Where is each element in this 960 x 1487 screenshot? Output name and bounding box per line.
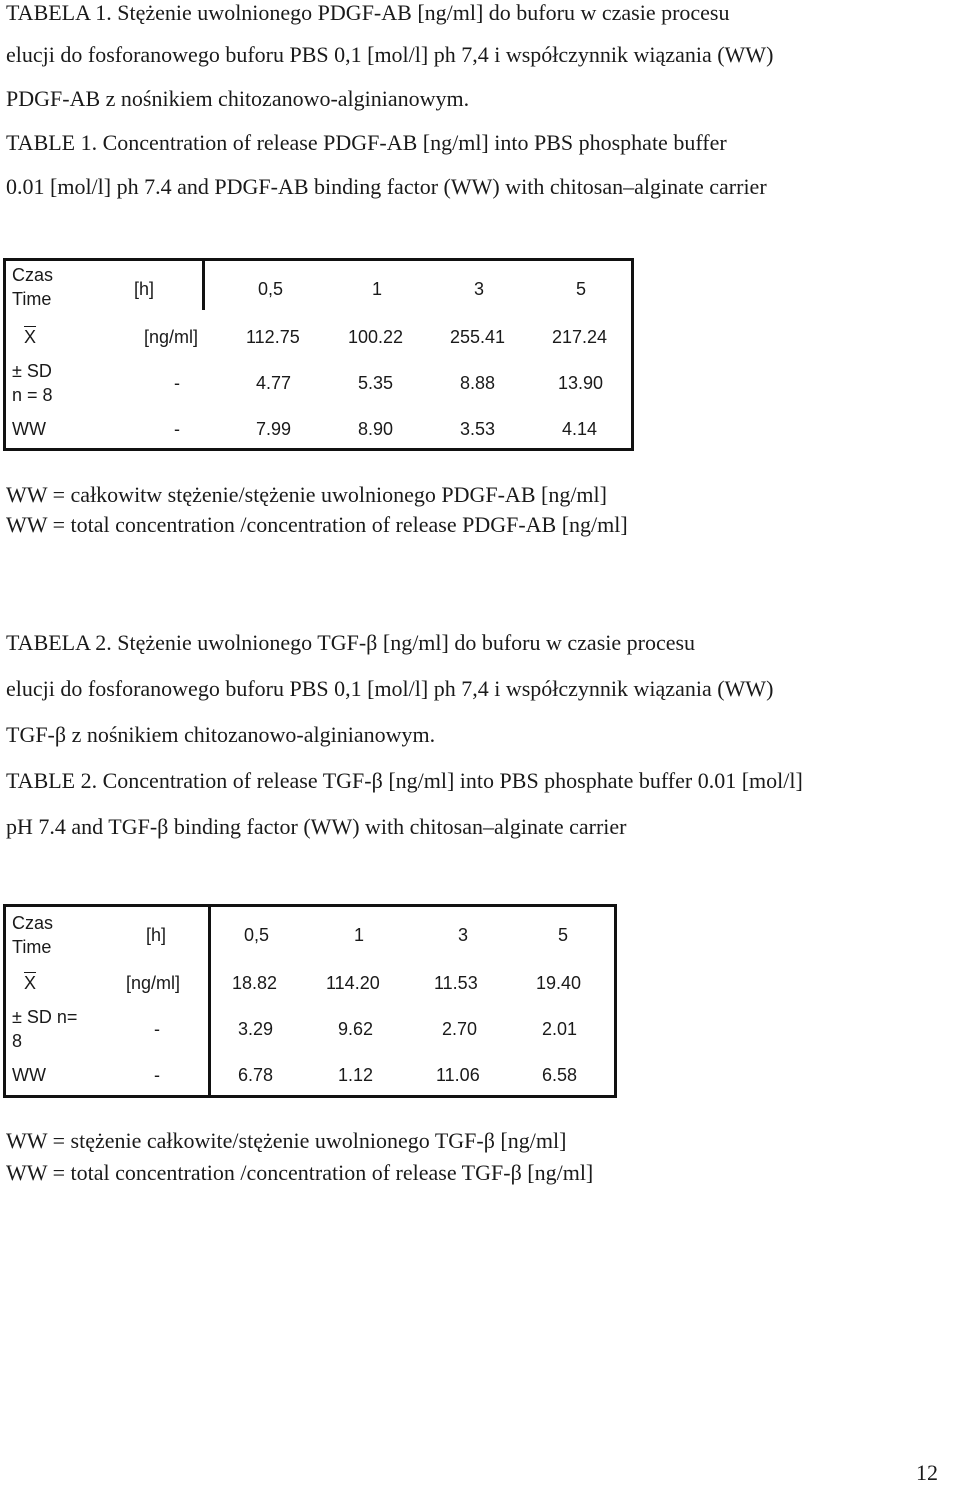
table2-header-time: 0,5 [244,925,270,945]
table2-sd-value: 2.70 [442,1019,478,1039]
table1-header-time: 3 [474,279,485,299]
table1-mean-value: 100.22 [348,327,404,347]
table1-sd-unit: - [174,373,180,393]
table1-caption-en-line1: TABLE 1. Concentration of release PDGF-AB [ng/ml] into PBS phosphate buffer [6,130,727,155]
table2-header-label-en: Time [12,937,52,957]
table1-note-en: WW = total concentration /concentration of release PDGF-AB [ng/ml] [6,512,628,537]
table1-caption-en-line2: 0.01 [mol/l] ph 7.4 and PDGF-AB binding factor (WW) with chitosan–alginate carrier [6,174,767,199]
table2-header-time: 1 [354,925,365,945]
table1-ww-value: 4.14 [562,419,598,439]
table1-n-label: n = 8 [12,385,53,405]
table2-sd-unit: - [154,1019,160,1039]
table1-caption-pl-line2: elucji do fosforanowego buforu PBS 0,1 [mol/l] ph 7,4 i współczynnik wiązania (WW) [6,42,774,67]
table1-mean-value: 112.75 [246,327,300,347]
table2-ww-value: 6.58 [542,1065,578,1085]
table2-mean-label: $\overline{X}$ [24,973,37,993]
table1-mean-value: 255.41 [450,327,506,347]
table2-ww-label: WW [12,1065,46,1085]
table2-note-pl: WW = stężenie całkowite/stężenie uwolnionego TGF-β [ng/ml] [6,1128,567,1153]
table2-ww-value: 1.12 [338,1065,374,1085]
table1-header-time: 1 [372,279,383,299]
table1-sd-value: 13.90 [558,373,604,393]
table2-mean-value: 11.53 [434,973,478,993]
table2-header-label-pl: Czas [12,913,54,933]
table1-header-unit: [h] [134,279,155,299]
table2-header-unit: [h] [146,925,167,945]
table1-caption-pl-line1: TABELA 1. Stężenie uwolnionego PDGF-AB [ng/ml] do buforu w czasie procesu [6,0,730,25]
table2-note-en: WW = total concentration /concentration of release TGF-β [ng/ml] [6,1160,594,1185]
table2-caption-en-line1: TABLE 2. Concentration of release TGF-β [ng/ml] into PBS phosphate buffer 0.01 [mol/l] [6,768,803,793]
table2-ww-value: 6.78 [238,1065,274,1085]
table2 [3,904,617,1098]
table1-header-label-pl: Czas [12,265,54,285]
table1-mean-value: 217.24 [552,327,608,347]
table1 [3,258,634,451]
table2-sd-value: 3.29 [238,1019,274,1039]
table1-sd-value: 4.77 [256,373,292,393]
table1-ww-label: WW [12,419,46,439]
table1-header-time: 0,5 [258,279,284,299]
table2-sd-value: 9.62 [338,1019,374,1039]
table2-mean-value: 18.82 [232,973,278,993]
page-number: 12 [916,1460,938,1485]
table1-sd-value: 8.88 [460,373,496,393]
table2-mean-value: 114.20 [326,973,380,993]
table1-ww-value: 3.53 [460,419,496,439]
table1-caption-pl-line3: PDGF-AB z nośnikiem chitozanowo-alginianowym. [6,86,470,111]
table1-note-pl: WW = całkowitw stężenie/stężenie uwolnionego PDGF-AB [ng/ml] [6,482,607,507]
table2-column-divider [208,907,211,1095]
table2-caption-pl-line1: TABELA 2. Stężenie uwolnionego TGF-β [ng/ml] do buforu w czasie procesu [6,630,696,655]
table1-header-label-en: Time [12,289,52,309]
table2-n-label: 8 [12,1031,23,1051]
table2-header-time: 5 [558,925,569,945]
table1-mean-label: $\overline{X}$ [24,327,37,347]
table2-sd-label: ± SD n= [12,1007,78,1027]
table1-sd-value: 5.35 [358,373,394,393]
table1-ww-value: 7.99 [256,419,292,439]
table2-header-time: 3 [458,925,469,945]
table2-caption-pl-line3: TGF-β z nośnikiem chitozanowo-alginianowym. [6,722,436,747]
table2-mean-unit: [ng/ml] [126,973,181,993]
table1-header-divider [202,261,205,310]
table1-sd-label: ± SD [12,361,52,381]
table1-mean-unit: [ng/ml] [144,327,199,347]
table1-header-time: 5 [576,279,587,299]
table2-ww-unit: - [154,1065,160,1085]
table2-caption-en-line2: pH 7.4 and TGF-β binding factor (WW) with chitosan–alginate carrier [6,814,627,839]
table1-ww-value: 8.90 [358,419,394,439]
table2-caption-pl-line2: elucji do fosforanowego buforu PBS 0,1 [mol/l] ph 7,4 i współczynnik wiązania (WW) [6,676,774,701]
table2-ww-value: 11.06 [436,1065,480,1085]
table2-mean-value: 19.40 [536,973,582,993]
table2-sd-value: 2.01 [542,1019,578,1039]
table1-ww-unit: - [174,419,180,439]
